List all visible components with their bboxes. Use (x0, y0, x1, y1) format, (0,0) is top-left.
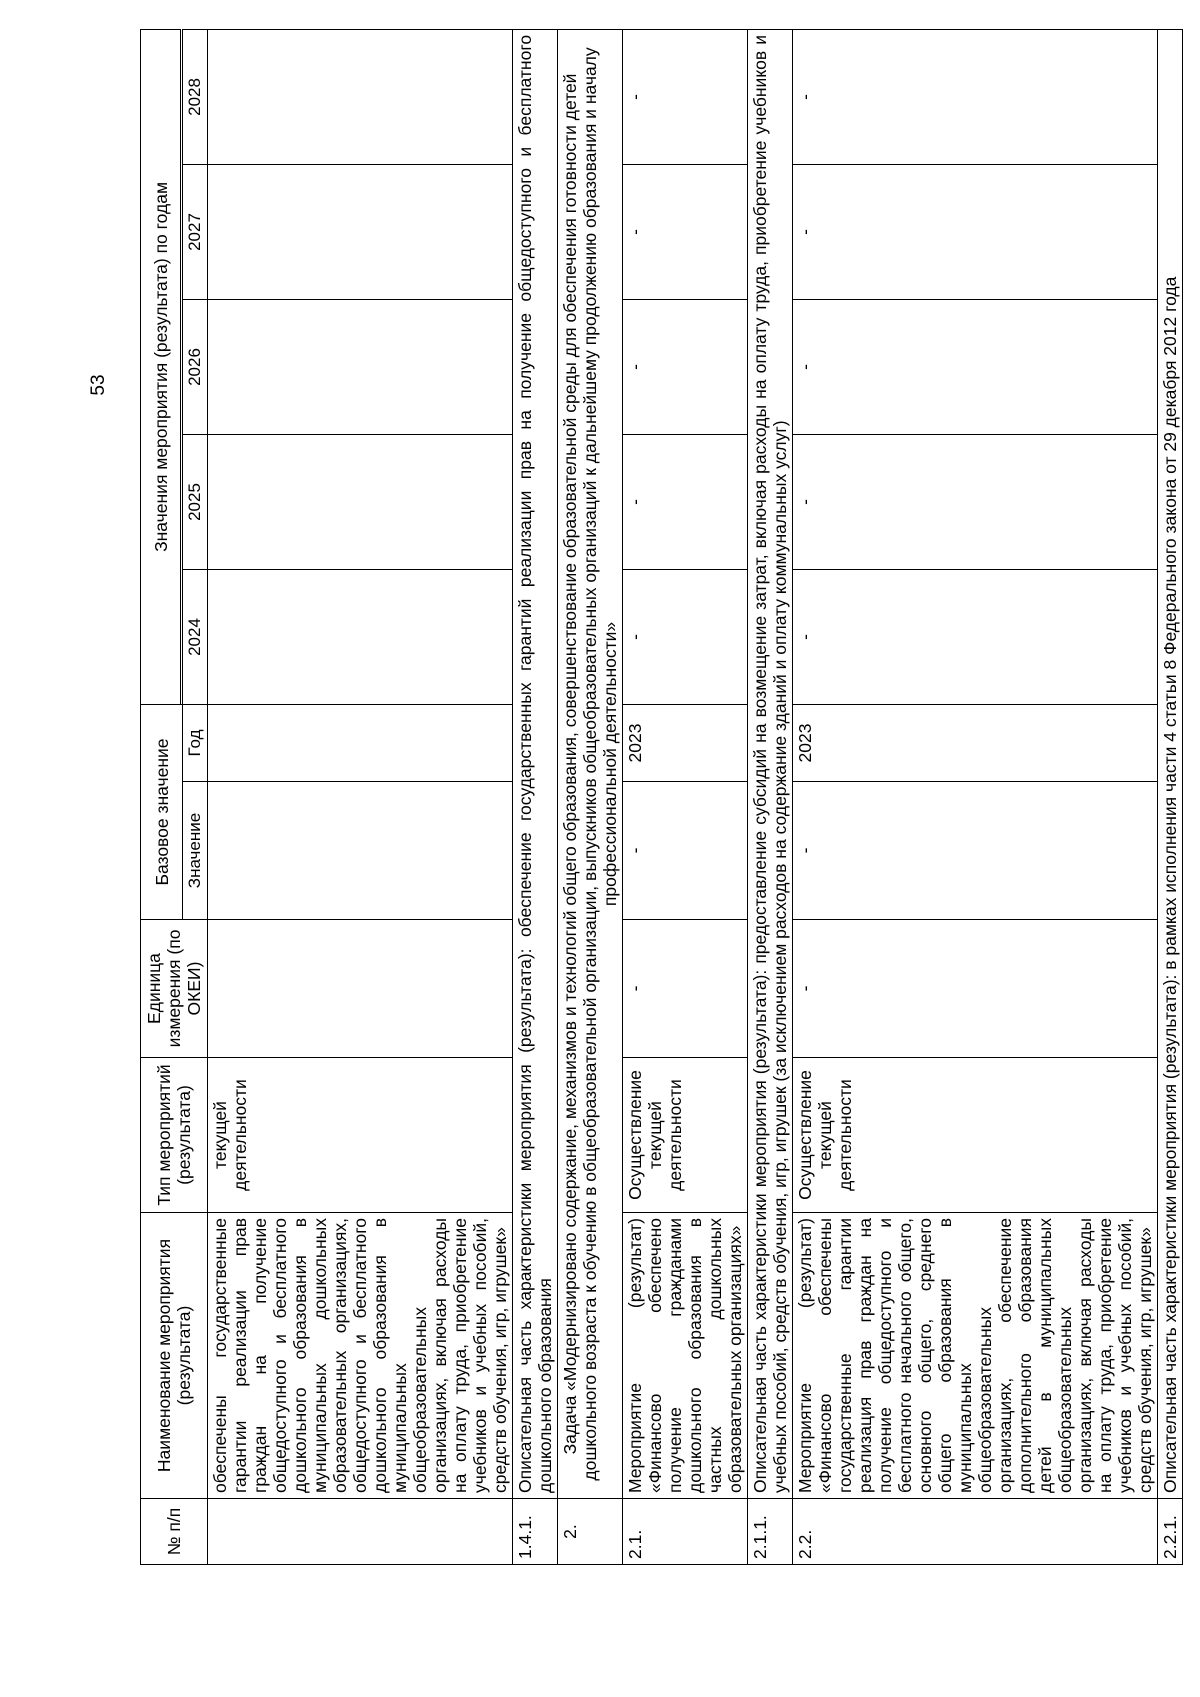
row-value: - (793, 299, 1158, 434)
col-header-name: Наименование мероприятия (результата) (141, 1213, 208, 1499)
row-value: - (623, 434, 748, 569)
results-table (140, 29, 1183, 1565)
table-row (208, 29, 513, 1564)
row-num: 1.4.1. (513, 1499, 558, 1565)
row-value: - (793, 434, 1158, 569)
row-type: Осуществление текущей деятельности (793, 1058, 1158, 1213)
row-value: - (623, 569, 748, 704)
row-base-year (208, 704, 513, 781)
row-value: - (793, 164, 1158, 299)
row-num: 2.1.1. (748, 1499, 793, 1565)
row-value (208, 434, 513, 569)
row-unit: - (793, 920, 1158, 1058)
row-description: Описательная часть характеристики мероприятия (результата): предоставление субсидий на возмещение затрат, включая расходы на оплату труда, приобретение учебников и учебных пособий, средств обучения, игр, игрушек (за исключением расходов на содержание зданий и оплату коммунальных услуг) (748, 29, 793, 1498)
row-value (208, 569, 513, 704)
col-header-year: 2025 (183, 434, 208, 569)
col-header-unit: Единица измерения (по ОКЕИ) (141, 920, 208, 1058)
row-value (208, 299, 513, 434)
col-header-type: Тип мероприятий (результата) (141, 1058, 208, 1213)
row-description: Описательная часть характеристики мероприятия (результата): в рамках исполнения части 4 статьи 8 Федерального закона от 29 декабря 2012 года (1158, 29, 1183, 1498)
row-num: 2.2.1. (1158, 1499, 1183, 1565)
rotated-page (88, 30, 1180, 1565)
table-row (513, 29, 558, 1564)
page-number: 53 (88, 374, 109, 396)
row-task: Задача «Модернизировано содержание, механизмов и технологий общего образования, совершенствование образовательной среды для обеспечения готовности детей дошкольного возраста к обучению в общеобразовательной организации, выпускников общеобразовательных организаций к дальнейшему продолжению образования и началу профессиональной деятельности» (558, 29, 623, 1498)
col-header-values: Значения мероприятия (результата) по годам (141, 29, 181, 704)
row-unit: - (623, 920, 748, 1058)
row-value: - (793, 569, 1158, 704)
col-header-base-year: Год (183, 704, 208, 781)
row-value: - (623, 164, 748, 299)
table-row (1158, 29, 1183, 1564)
row-base-value: - (793, 782, 1158, 920)
row-value (208, 164, 513, 299)
row-value: - (793, 29, 1158, 164)
col-header-base: Базовое значение (141, 704, 183, 919)
col-header-year: 2024 (183, 569, 208, 704)
row-name: Мероприятие (результат) «Финансово обеспечено получение гражданами дошкольного образования в частных дошкольных образовательных организациях» (623, 1213, 748, 1499)
row-num (208, 1499, 513, 1565)
row-unit (208, 920, 513, 1058)
table-row (748, 29, 793, 1564)
col-header-num: № п/п (141, 1499, 208, 1565)
col-header-year: 2027 (183, 164, 208, 299)
row-base-value: - (623, 782, 748, 920)
row-value (208, 29, 513, 164)
row-name: обеспечены государственные гарантии реализации прав граждан на получение общедоступного и бесплатного дошкольного образования в муниципальных дошкольных образовательных организациях, общедоступного и бесплатного дошкольного образования в муниципальных общеобразовательных организациях, включая расходы на оплату труда, приобретение учебников и учебных пособий, средств обучения, игр, игрушек» (208, 1213, 513, 1499)
row-name: Мероприятие (результат) «Финансово обеспечены государственные гарантии реализация прав граждан на получение общедоступного и бесплатного начального общего, основного общего, среднего общего образования в муниципальных общеобразовательных организациях, обеспечение дополнительного образования детей в муниципальных общеобразовательных организациях, включая расходы на оплату труда, приобретение учебников и учебных пособий, средств обучения, игр, игрушек» (793, 1213, 1158, 1499)
row-base-year: 2023 (793, 704, 1158, 781)
col-header-base-value: Значение (183, 782, 208, 920)
row-num: 2. (558, 1499, 623, 1565)
row-num: 2.2. (793, 1499, 1158, 1565)
row-base-year: 2023 (623, 704, 748, 781)
row-value: - (623, 299, 748, 434)
table-row (623, 29, 748, 1564)
row-description: Описательная часть характеристики мероприятия (результата): обеспечение государственных гарантий реализации прав на получение общедоступного и бесплатного дошкольного образования (513, 29, 558, 1498)
col-header-year: 2028 (183, 29, 208, 164)
row-type: Осуществление текущей деятельности (623, 1058, 748, 1213)
table-row (558, 29, 623, 1564)
col-header-year: 2026 (183, 299, 208, 434)
table-row (793, 29, 1158, 1564)
row-num: 2.1. (623, 1499, 748, 1565)
row-base-value (208, 782, 513, 920)
row-type: текущей деятельности (208, 1058, 513, 1213)
row-value: - (623, 29, 748, 164)
